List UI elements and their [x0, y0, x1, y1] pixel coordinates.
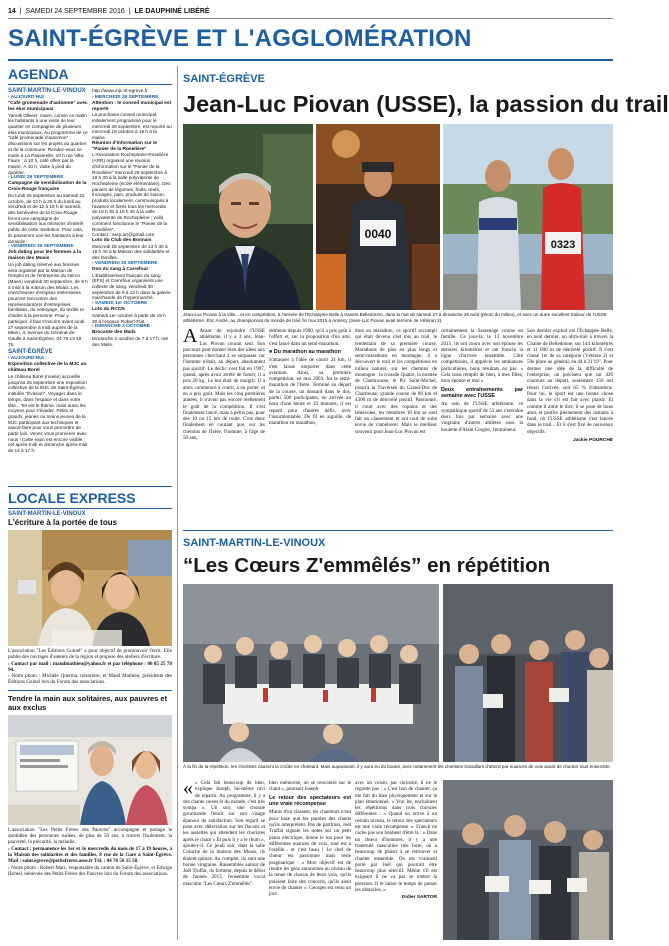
agenda-event-text: L'Association Rochepleine-Roselière (ARR) organise une réunion d'information sur le "Panier de la Roselière" mercredi 28 septembre à 19 h 30 à la salle polyvalente de Rochepleine (école élémentaire). Des paniers de légumes, fruits, œufs, fromages, pain, produits de saison, produits localement, communiqués à l'avance et livrés tous les mercredis de 18 h 30 à 19 h 30 à la salle polyvalente de Rochepleine ; voilà comment fonctionne le "Panier de la Roselière".	[92, 152, 171, 232]
section-title: SAINT-ÉGRÈVE ET L'AGGLOMÉRATION	[8, 25, 472, 52]
agenda-event-title: Réunion d'information sur le "Panier de la Roselière"	[92, 140, 158, 152]
agenda-event-title: Campagne de sensibilisation de la Croix-Rouge française	[8, 181, 87, 193]
agenda-event-title: Loto du RCCN	[92, 307, 125, 313]
bib-number-1: 0040	[364, 227, 392, 241]
article1-kicker: SAINT-ÉGRÈVE	[183, 73, 265, 85]
article2-signature: Didier SARTOR	[401, 895, 437, 901]
article1-photo-race	[316, 124, 440, 310]
agenda-event-title: Brocante des Mails	[92, 330, 136, 336]
article2-headline: “Les Cœurs Z'emmêlés” en répétition	[183, 554, 551, 577]
agenda-event-text: Samedi 1er octobre à partir de 19 h 30 à l'espace Robert-Fiat.	[92, 312, 166, 324]
locale-photo-2	[8, 715, 172, 825]
agenda-date-today-2: › AUJOURD'HUI	[8, 356, 44, 362]
locale-contact-1: › Contact par mail : maudmathieu@yahoo.fr et par téléphone : 06 85 25 78 94.	[8, 660, 172, 673]
article1-column-1: A Avant de rejoindre l'USSE athlétisme, il y a 3 ans, Jean-Luc Piovan courait seul. Son parcours peut donner bien des idées aux personnes cherchant à se surpasser car l'homme n'était, au départ, absolument pas sportif. Le déclic s'est fait en 1997, quand, après avoir arrêté de fumer, il a pris 20 kg. Le but était de maigrir. Il a alors commencé à courir, à en parler, et en a pris goût. Mais les cinq premières années, il n'avait pas encore réellement le goût de la compétition. Il s'est finalement lancé, mais à petits pas, pour des 10 ou 15 km de route. C'est donc finalement en courant que, sur les chemins de l'Isère, l'homme, à l'âge de 50 ans,	[183, 325, 265, 442]
bib-number-2: 0323	[550, 239, 576, 251]
folio-bar: 14 | SAMEDI 24 SEPTEMBRE 2016 | LE DAUPHINÉ LIBÉRÉ	[8, 8, 210, 15]
article2-photo-table	[183, 584, 439, 762]
page-number: 14	[8, 8, 16, 15]
locale-photo-note-2: › Notre photo : Robert Marc, responsable du canton de Saint-Égrève, et Edwige Homel, bénévole des Petits Frères des Pauvres lors du Forum des associations.	[8, 864, 172, 877]
agenda-date: › MERCREDI 28 SEPTEMBRE	[92, 94, 159, 100]
article2-column-3: avec un voisin, par curiosité, il ne le regrette pas : « C'est bon de chanter, ça me fait du bien physiquement et sur le plan émotionnel. » Vrai lot, enchaînent les répétitions dans trois chorales différentes : « Quand on arrive à un certain niveau, le retour des spectateurs est une vraie récompense ». Franck ne cache pas son bonheur d'être là : « Dans un chœur d'hommes, il y a une fraternité masculine très forte, on a beaucoup de plaisir à se retrouver et chanter ensemble. On est vraiment porté par Joël qui pourrait être beaucoup plus sélectif. Même s'il est exigeant il ne va pas se mettre la pression. Il te laisse le temps de passer les obstacles. » Didier SARTOR	[355, 780, 437, 901]
article1-column-2: demeure depuis 1990, qu'il a pris goût à l'effort et, sur la proposition d'un ami, s'est lancé dans un semi-marathon. ■ Du marathon au marathon S'attaquer à l'idée de courir 21 km, il s'est laissé emporter dans cette aventure. Ainsi, sa première compétition, en mai 2003, fut le semi-marathon de l'Isère. Terminé au départ de la course, un dossard dans le dos, parmi 500 participants, en arrivée au bout d'une heure et 43 minutes, il est reparti pour d'autres défis, avec l'insurmontable. De fil en aiguille, de marathon en marathon,	[269, 328, 351, 427]
article1-column-4: certainement la Sassenage course en famille. Ce jour-là, le 13 novembre 2015, ils ont couru avec son épouse les derniers kilomètres et ont franchi la ligne d'arrivée ensemble. Côté compétitions, il apprécie les ambiances particulières, bons résultats ou pas. « Cela nous remplit de bien, à mes filles, mon épouse et moi ». Deux entraînements par semaine avec l'USSE Au sein de l'USSE athlétisme, ce sympathique sportif de 53 ans s'entraîne deux fois par semaine avec une vingtaine d'autres athlètes sous la houlette d'Alain Corgier, l'entraîneur.	[441, 328, 523, 433]
locale-text-2: L'association "Les Petits Frères des Pauvres" accompagne et partage le quotidien des personnes isolées, de plus de 50 ans, à travers l'isolement, la pauvreté, la précarité, la maladie.	[8, 826, 172, 846]
article1-subheading-2: Deux entraînements par semaine avec l'USSE	[441, 386, 523, 400]
locale-headline-2: Tendre la main aux solitaires, aux pauvres et aux exclus	[8, 693, 168, 712]
agenda-event-text: Mercredi 28 septembre de 13 h 30 à 18 h 30 à la Maison des solidarités et des familles.	[92, 243, 170, 261]
agenda-date: › VENDREDI 30 SEPTEMBRE	[8, 244, 74, 250]
article1-photo-duo	[443, 124, 613, 310]
agenda-event-text: Un job dating réservé aux femmes sera organisé par la Maison de l'emploi et de l'entreprise du Néron (Maen) vendredi 30 septembre, de 9 h à midi à la maison des Moais. Les chercheuses d'emplois intéressées pourront rencontrer des représentant(e)s d'entreprises familiales, du nettoyage, du textile et d'aides à la personne. Pour y participer, il faut s'inscrire avant lundi 27 septembre à midi auprès de la Meen, 4, avenue du Général-de-Gaulle à Saint-Égrève, 04 76 13 18 76.	[8, 261, 88, 347]
article1-subheading-1: ■ Du marathon au marathon	[269, 348, 341, 355]
agenda-event-text: Yannik Ollivier, maire, convie ce matin les habitants à une visite de leur quartier en compagnie de plusieurs élus municipaux. Au programme de ce "café promenade d'automne" : discussions sur les projets du quartier et de la commune. Rendez-vous ce matin à La Passerelle, 10 h rue Villa-Faure ; à 10 h, café offert par la mairie. À 10 h, visite à pied du quartier.	[8, 112, 88, 175]
article1-signature: Jackie POURCHE	[573, 438, 613, 444]
agenda-column	[8, 66, 172, 482]
locale-contact-2: › Contact : permanence les 1er et 3e mercredis du mois de 17 à 19 heures, à la Maison des solidarités et des familles, 8 rue de la Gare à Saint-Égrève. Mail : saint.egreve@petitsfreres.asso.fr Tél. : 04 76 56 15 50.	[8, 845, 172, 865]
locale-express	[8, 490, 172, 940]
agenda-city-1: SAINT-MARTIN-LE-VINOUX	[8, 88, 86, 94]
newspaper-name: LE DAUPHINÉ LIBÉRÉ	[134, 8, 210, 15]
agenda-event-text: La prochaine conseil municipal, initialement programmé pour le mercredi 28 septembre, est reporté au mercredi 19 octobre à 19 h à la mairie.	[92, 112, 172, 141]
agenda-date-today-1: › AUJOURD'HUI	[8, 95, 44, 100]
locale-headline-1: L'écriture à la portée de tous	[8, 518, 118, 527]
agenda-event-text: Le château Borel (mairie) accueille jusqu'au 25 septembre une exposition collective de la MJC de Saint-Égrève, intitulée "Évasion". Voyager dans le temps, dans l'espace et dans votre tête... Tel est le thème, mais aussi les moyens pour s'évader. Petits et grands, jeunes ou moins jeunes de la MJC participant aux techniques et savoir-faire pour vous permettre de partir loin. Venez vous promener avec nous ! Cette expo est encore visible cet après-midi et dimanche après-midi de 14 à 17 h.	[8, 373, 88, 454]
article1-column-3: thon en marathon, ce sportif accompli qui était devenu s'est mis au trail, le lendemain de sa première course. Marathons de plus en plus longs et semi-marathons en montagne, il a découvert le trail et les compétitions en milieu naturel, sur les chemins de montagne : la crossde Quatre, la montée de Chamrousse, le Pic Saint-Michel, jusqu'à la Traversée du Grand-Duc de Chartreuse, grande course de 80 km et 4300 m de dénivelé positif. Passionné, il court avec des copains et des bénévoles, les membres 10 km se sont fait un classement et ont tout de suite envie de s'améliorer. Mais le meilleur souvenir pour Jean-Luc Piovan est	[355, 328, 437, 435]
agenda-event-text: Du lundi 26 septembre au samedi 22 octobre, de 12 h à 20 h du lundi au vendredi et de 12 à 18 h le samedi, des bénévoles de la Croix-Rouge feront une campagne de sensibilisation aux missions d'intérêt public de cette institution. Pour cela, ils passeront voir les habitants à leur domicile.	[8, 192, 85, 244]
article1-photo-portrait	[183, 124, 313, 310]
article2-subheading: Le retour des spectateurs est une vraie récompense	[269, 794, 351, 807]
agenda-date: › SAMEDI 1er OCTOBRE	[92, 301, 148, 307]
locale-photo-1	[8, 530, 172, 646]
agenda-date: › VENDREDI 30 SEPTEMBRE	[92, 260, 158, 266]
locale-city: SAINT-MARTIN-LE-VINOUX	[8, 511, 86, 517]
agenda-title: AGENDA	[8, 66, 69, 82]
article2-photo-choir	[443, 584, 613, 762]
article1-caption: Jean-Luc Piovan à la ville... et en compétition, à l'arrivée de l'Échappée Belle à travers Belledonne, dans la nuit de samedi 27 à dimanche 28 août (photo du milieu), et avec un autre excellent traileur de l'USSE athlétisme, Éric André, au championnat du monde de trail, fin mai 2015 à Annecy (Jean-Luc Piovan avait terminé 4e Vétéran 2).	[183, 312, 607, 323]
article2-kicker: SAINT-MARTIN-LE-VINOUX	[183, 537, 326, 549]
agenda-contact: Contact : asrp.arr@gmail.com	[92, 232, 155, 238]
agenda-event-title: Exposition collective de la MJC au château Borel	[8, 362, 87, 374]
article2-column-1: « « Cela fait beaucoup de bien, explique Joseph, lui-même ravi de repartir. Au programme, il y a des chants corses et du monde, c'est très sympa ». Un soir, une chorale gourmande fleurit sur son visage épanoui de satisfaction. Son regard se pose avec délectation sur les flacons et les assiettes qui attendent les choristes après le chant « Et puis il y a le rhum », ajoute-t-il. Ce jeudi soir, dans la salle Coluche de la maison des Moais, ils étaient quinze. Au complet, ils sont une bonne vingtaine. Rassemblés autour de Joël Truffat, ils forment, depuis le début de l'année 2013, l'ensemble vocal masculin "Les Cœurs Z'emmêlés".	[183, 777, 265, 887]
agenda-date: › DIMANCHE 2 OCTOBRE	[92, 324, 151, 330]
locale-photo-note-1: › Notre photo : Michèle Querma, trésorière, et Maud Mathieu, présidente des Éditions Guinel lors du Forum des associations.	[8, 673, 172, 686]
agenda-event-title: Job dating pour les femmes à la maison des Moais	[8, 250, 82, 262]
article1-column-5: Son dernier exploit est l'Échappée Belle, en août dernier, un ultra-trail à travers la Chaîne de Belledonne, sur 144 kilomètres et 11 000 m de dénivelé positif. Il s'est classé 1er de sa catégorie (Vétéran 2) et 59e place au général, en 44 h 21'19". Pour donner une idée de la difficulté de l'entreprise, on précisera que sur 420 coureurs au départ, seulement 150 ont réussi l'arrivée, soit 65 % d'abandons. Pour lui, le sport est une bonne chose dans la vie s'il est fait avec plaisir. Et comme il aime le dire, il se pose de bons amis et profite pleinement des instants à fond, où l'USSE athlétisme s'est lancée dans le trail... Et il s'est fixé de nouveaux objectifs. Jackie POURCHE	[527, 328, 613, 444]
agenda-website[interactable]: http://www.mjc-st-egreve.fr	[92, 88, 148, 93]
agenda-event-text: L'Établissement français du sang (EFS) et Carrefour organisent une collecte de sang, vendredi 30 septembre de 9 à 12 h dans la galerie marchande de l'hypermarché.	[92, 272, 171, 301]
locale-text-1: L'association "Les Éditions Guinel" a pour objectif de promouvoir l'écrit. Elle publie des ouvrages d'auteurs de la région et propose des ateliers d'écriture.	[8, 648, 172, 661]
article2-photo-singers	[443, 780, 613, 940]
article1-headline: Jean-Luc Piovan (USSE), la passion du trail	[183, 91, 669, 117]
issue-date: SAMEDI 24 SEPTEMBRE 2016	[25, 8, 125, 15]
agenda-event-title: Don du sang à Carrefour	[92, 266, 149, 272]
agenda-event-title: "Café gromenade d'automne" avec les élus municipaux	[8, 101, 88, 112]
agenda-event-text: Dimanche 2 octobre de 7 à 17 h, rue des Mails.	[92, 336, 169, 347]
article2-column-2: bien mémorisé, on se rencontre sur le chant », poursuit Joseph. Le retour des spectateurs est une vraie récompense Munis d'un classeur, les chanteurs n'ont pour base que les paroles des chants qu'ils interprètent. Pas de partition, Joël Truffat signale les notes sur un petit piano électrique, donne le ton pour les différentes nuances de voix, tout est à l'oreille... et c'est beau ! Le chef de chœur est passionné mais reste pragmatique : « Mon objectif est de rendre les gens autonomes au niveau de la tenue de chacun de leurs voix, qu'ils puissent faire des concerts, qu'ils aient envie de chanter ». Georges est venu un jour	[269, 780, 351, 898]
agenda-date: › LUNDI 26 SEPTEMBRE	[8, 175, 64, 181]
agenda-event-title: Attention : le conseil municipal est reporté	[92, 100, 172, 112]
agenda-event-title: Loto du Club des Bonnais	[92, 237, 152, 243]
agenda-city-2: SAINT-ÉGRÈVE	[8, 349, 53, 356]
locale-express-title: LOCALE EXPRESS	[8, 490, 136, 506]
article2-caption: À la fin de la répétition, les choristes causent la croûte en chantant. Mais auparavant, il y aura eu du boulot, avec notamment les choristes travaillant d'abord par nuances de voix avant de chanter tous ensemble.	[183, 764, 611, 769]
